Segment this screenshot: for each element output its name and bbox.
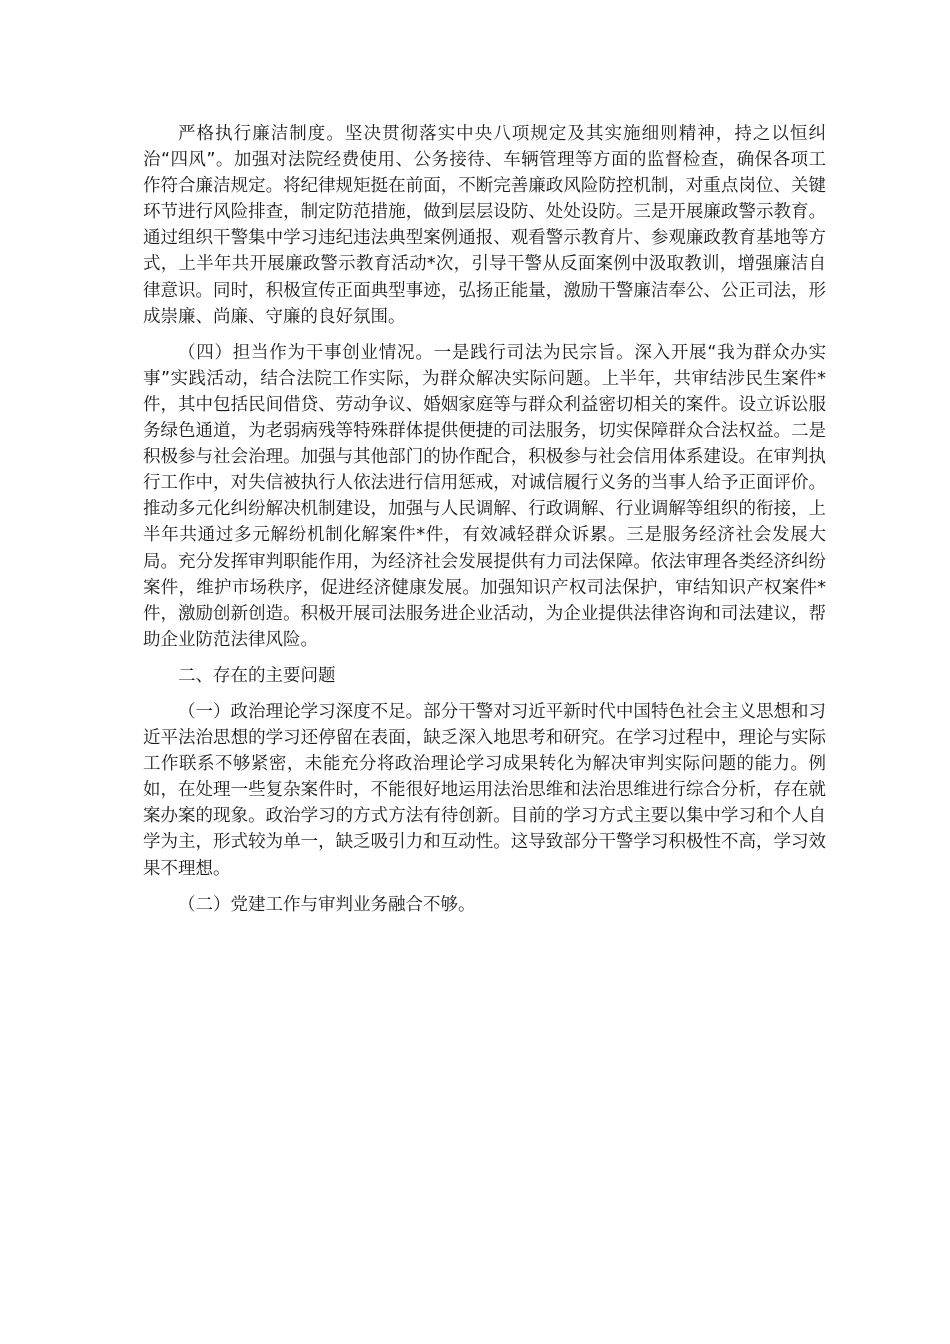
paragraph-responsibility-work: （四）担当作为干事创业情况。一是践行司法为民宗旨。深入开展“我为群众办实事”实践活动，结合法院工作实际，为群众解决实际问题。上半年，共审结涉民生案件*件，其中包括民间借贷、劳动争议、婚姻家庭等与群众利益密切相关的案件。设立诉讼服务绿色通道，为老弱病残等特殊群体提供便捷的司法服务，切实保障群众合法权益。二是积极参与社会治理。加强与其他部门的协作配合，积极参与社会信用体系建设。在审判执行工作中，对失信被执行人依法进行信用惩戒，对诚信履行义务的当事人给予正面评价。推动多元化纠纷解决机制建设，加强与人民调解、行政调解、行业调解等组织的衔接，上半年共通过多元解纷机制化解案件*件，有效减轻群众诉累。三是服务经济社会发展大局。充分发挥审判职能作用，为经济社会发展提供有力司法保障。依法审理各类经济纠纷案件，维护市场秩序，促进经济健康发展。加强知识产权司法保护，审结知识产权案件*件，激励创新创造。积极开展司法服务进企业活动，为企业提供法律咨询和司法建议，帮助企业防范法律风险。 <box>143 342 826 650</box>
paragraph-party-building: （二）党建工作与审判业务融合不够。 <box>178 894 476 915</box>
document-body <box>143 121 826 928</box>
section-heading-main-problems: 二、存在的主要问题 <box>178 665 336 686</box>
paragraph-theory-study: （一）政治理论学习深度不足。部分干警对习近平新时代中国特色社会主义思想和习近平法治思想的学习还停留在表面，缺乏深入地思考和研究。在学习过程中，理论与实际工作联系不够紧密，未能充分将政治理论学习成果转化为解决审判实际问题的能力。例如，在处理一些复杂案件时，不能很好地运用法治思维和法治思维进行综合分析，存在就案办案的现象。政治学习的方式方法有待创新。目前的学习方式主要以集中学习和个人自学为主，形式较为单一，缺乏吸引力和互动性。这导致部分干警学习积极性不高，学习效果不理想。 <box>143 701 826 879</box>
paragraph-integrity-system: 严格执行廉洁制度。坚决贯彻落实中央八项规定及其实施细则精神，持之以恒纠治“四风”。加强对法院经费使用、公务接待、车辆管理等方面的监督检查，确保各项工作符合廉洁规定。将纪律规矩挺在前面，不断完善廉政风险防控机制，对重点岗位、关键环节进行风险排查，制定防范措施，做到层层设防、处处设防。三是开展廉政警示教育。通过组织干警集中学习违纪违法典型案例通报、观看警示教育片、参观廉政教育基地等方式，上半年共开展廉政警示教育活动*次，引导干警从反面案例中汲取教训，增强廉洁自律意识。同时，积极宣传正面典型事迹，弘扬正能量，激励干警廉洁奉公、公正司法，形成崇廉、尚廉、守廉的良好氛围。 <box>143 124 826 327</box>
